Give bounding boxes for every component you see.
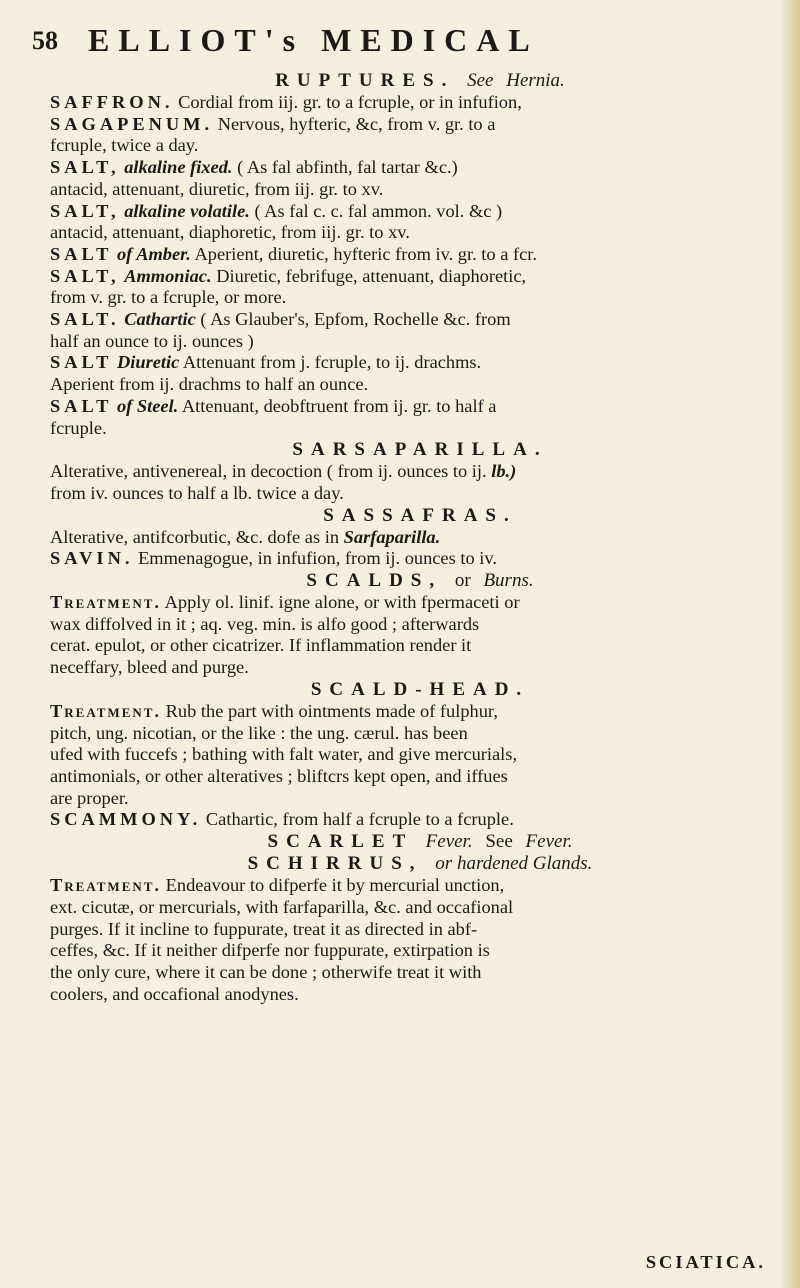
entry-text-cont: from iv. ounces to half a lb. twice a day.	[50, 482, 344, 503]
entry-salt-amber	[50, 244, 790, 266]
entry-title: SCALDS,	[306, 570, 443, 592]
see-label: See	[485, 831, 513, 853]
or-label: or	[454, 570, 471, 592]
entry-text-cont: antacid, attenuant, diaphoretic, from iij. gr. to xv.	[50, 222, 410, 243]
entry-head: SAFFRON.	[50, 92, 174, 112]
entry-text-cont: are proper.	[50, 787, 129, 808]
entry-head: SALT	[50, 395, 113, 416]
entry-text: Cordial from iij. gr. to a fcruple, or in infufion,	[178, 92, 522, 112]
entry-text: Alterative, antifcorbutic, &c. dofe as in	[50, 526, 340, 547]
entry-text-cont: the only cure, where it can be done ; otherwife treat it with	[50, 961, 482, 982]
entry-text-cont: from v. gr. to a fcruple, or more.	[50, 287, 287, 308]
entry-ruptures	[50, 70, 790, 92]
entry-text-cont: half an ounce to ij. ounces )	[50, 330, 254, 351]
entry-text-cont: wax diffolved in it ; aq. veg. min. is alfo good ; afterwards	[50, 613, 480, 634]
entry-text-cont: ceffes, &c. If it neither difperfe nor fuppurate, extirpation is	[50, 940, 490, 961]
entry-kind: of Amber.	[116, 243, 191, 264]
running-header	[32, 14, 772, 64]
entry-text: Cathartic, from half a fcruple to a fcruple.	[205, 809, 514, 830]
entry-unit: lb.)	[491, 461, 517, 482]
entry-text: Aperient, diuretic, hyfteric from iv. gr. to a fcr.	[194, 243, 537, 264]
entry-text-cont: ext. cicutæ, or mercurials, with farfaparilla, &c. and occafional	[50, 896, 514, 917]
entry-reference: Sarfaparilla.	[343, 526, 441, 547]
entry-kind: Diuretic	[116, 352, 180, 373]
entry-kind: Fever.	[425, 831, 473, 853]
entry-text-cont: neceffary, bleed and purge.	[50, 657, 249, 678]
entry-head: SALT	[50, 243, 113, 264]
entry-text: Attenuant from j. fcruple, to ij. drachms.	[182, 352, 482, 373]
entry-head: SCAMMONY.	[50, 809, 202, 830]
entry-salt-alkaline-fixed	[50, 157, 790, 200]
entry-kind: Cathartic	[124, 309, 196, 330]
alt-title: or hardened Glands.	[435, 853, 593, 875]
section-title-sassafras: SASSAFRAS.	[323, 504, 517, 526]
entry-head: SAVIN.	[50, 548, 134, 569]
entry-text: Nervous, hyfteric, &c, from v. gr. to a	[217, 113, 496, 134]
entry-text-cont: coolers, and occafional anodynes.	[50, 983, 299, 1004]
entry-salt-diuretic	[50, 352, 790, 395]
entry-text-cont: Aperient from ij. drachms to half an ounce.	[50, 374, 369, 395]
section-title-sarsaparilla: SARSAPARILLA.	[292, 439, 548, 461]
entry-text-cont: antimonials, or other alteratives ; bliftcrs kept open, and iffues	[50, 765, 508, 786]
entry-sarsaparilla	[50, 461, 790, 504]
entry-text-cont: fcruple.	[50, 417, 107, 438]
section-title-scarlet	[50, 831, 790, 853]
entry-text: Apply ol. linif. igne alone, or with fpermaceti or	[164, 592, 520, 613]
see-reference: Fever.	[525, 831, 573, 853]
entry-title: SCARLET	[267, 831, 413, 853]
entry-text-cont: ufed with fuccefs ; bathing with falt water, and give mercurials,	[50, 744, 518, 765]
entry-head: SALT	[50, 352, 113, 373]
entry-kind: of Steel.	[116, 395, 179, 416]
entry-kind: alkaline fixed.	[124, 157, 233, 178]
entry-title: RUPTURES.	[275, 70, 455, 91]
section-title-schirrus	[50, 853, 790, 875]
treatment-label: Treatment.	[50, 700, 162, 721]
entry-head: SALT,	[50, 200, 120, 221]
entry-head: SAGAPENUM.	[50, 113, 214, 134]
entry-kind: Ammoniac.	[124, 265, 212, 286]
entry-salt-alkaline-volatile	[50, 201, 790, 244]
entry-scald-head	[50, 701, 790, 810]
entry-text: Diuretic, febrifuge, attenuant, diaphoretic,	[216, 265, 527, 286]
entry-salt-ammoniac	[50, 266, 790, 309]
entry-salt-steel	[50, 396, 790, 439]
entry-savin	[50, 548, 790, 570]
entry-title: SCHIRRUS,	[247, 853, 423, 875]
page-number: 58	[32, 26, 58, 55]
entry-schirrus	[50, 875, 790, 1005]
entry-scalds	[50, 592, 790, 679]
entry-salt-cathartic	[50, 309, 790, 352]
running-title: ELLIOT's MEDICAL	[88, 22, 539, 58]
entry-sagapenum	[50, 114, 790, 157]
entry-text: ( As fal abfinth, fal tartar &c.)	[237, 157, 458, 178]
entry-text: Attenuant, deobftruent from ij. gr. to half a	[181, 395, 497, 416]
see-label: See	[467, 70, 494, 91]
alt-title: Burns.	[483, 570, 534, 592]
entry-scammony	[50, 809, 790, 831]
treatment-label: Treatment.	[50, 592, 162, 613]
entry-head: SALT.	[50, 309, 120, 330]
catchword: SCIATICA.	[645, 1252, 766, 1272]
see-reference: Hernia.	[506, 70, 565, 91]
page-body	[50, 70, 790, 1005]
entry-saffron	[50, 92, 790, 114]
entry-text-cont: pitch, ung. nicotian, or the like : the ung. cærul. has been	[50, 722, 468, 743]
entry-text: Alterative, antivenereal, in decoction ( from ij. ounces to ij.	[50, 461, 487, 482]
entry-kind: alkaline volatile.	[124, 200, 250, 221]
entry-text: ( As fal c. c. fal ammon. vol. &c )	[254, 200, 503, 221]
entry-sassafras	[50, 527, 790, 549]
section-title-scalds	[50, 570, 790, 592]
section-title-scald-head: SCALD-HEAD.	[310, 678, 530, 700]
entry-text: Rub the part with ointments made of fulphur,	[165, 700, 498, 721]
entry-text-cont: cerat. epulot, or other cicatrizer. If inflammation render it	[50, 635, 472, 656]
entry-text: Endeavour to difperfe it by mercurial unction,	[165, 875, 505, 896]
entry-text-cont: purges. If it incline to fuppurate, treat it as directed in abf-	[50, 918, 478, 939]
entry-head: SALT,	[50, 157, 120, 178]
entry-text-cont: antacid, attenuant, diuretic, from iij. gr. to xv.	[50, 178, 384, 199]
entry-text-cont: fcruple, twice a day.	[50, 135, 199, 156]
treatment-label: Treatment.	[50, 875, 162, 896]
entry-text: ( As Glauber's, Epfom, Rochelle &c. from	[200, 309, 511, 330]
entry-head: SALT,	[50, 265, 120, 286]
entry-text: Emmenagogue, in infufion, from ij. ounces to iv.	[138, 548, 497, 569]
